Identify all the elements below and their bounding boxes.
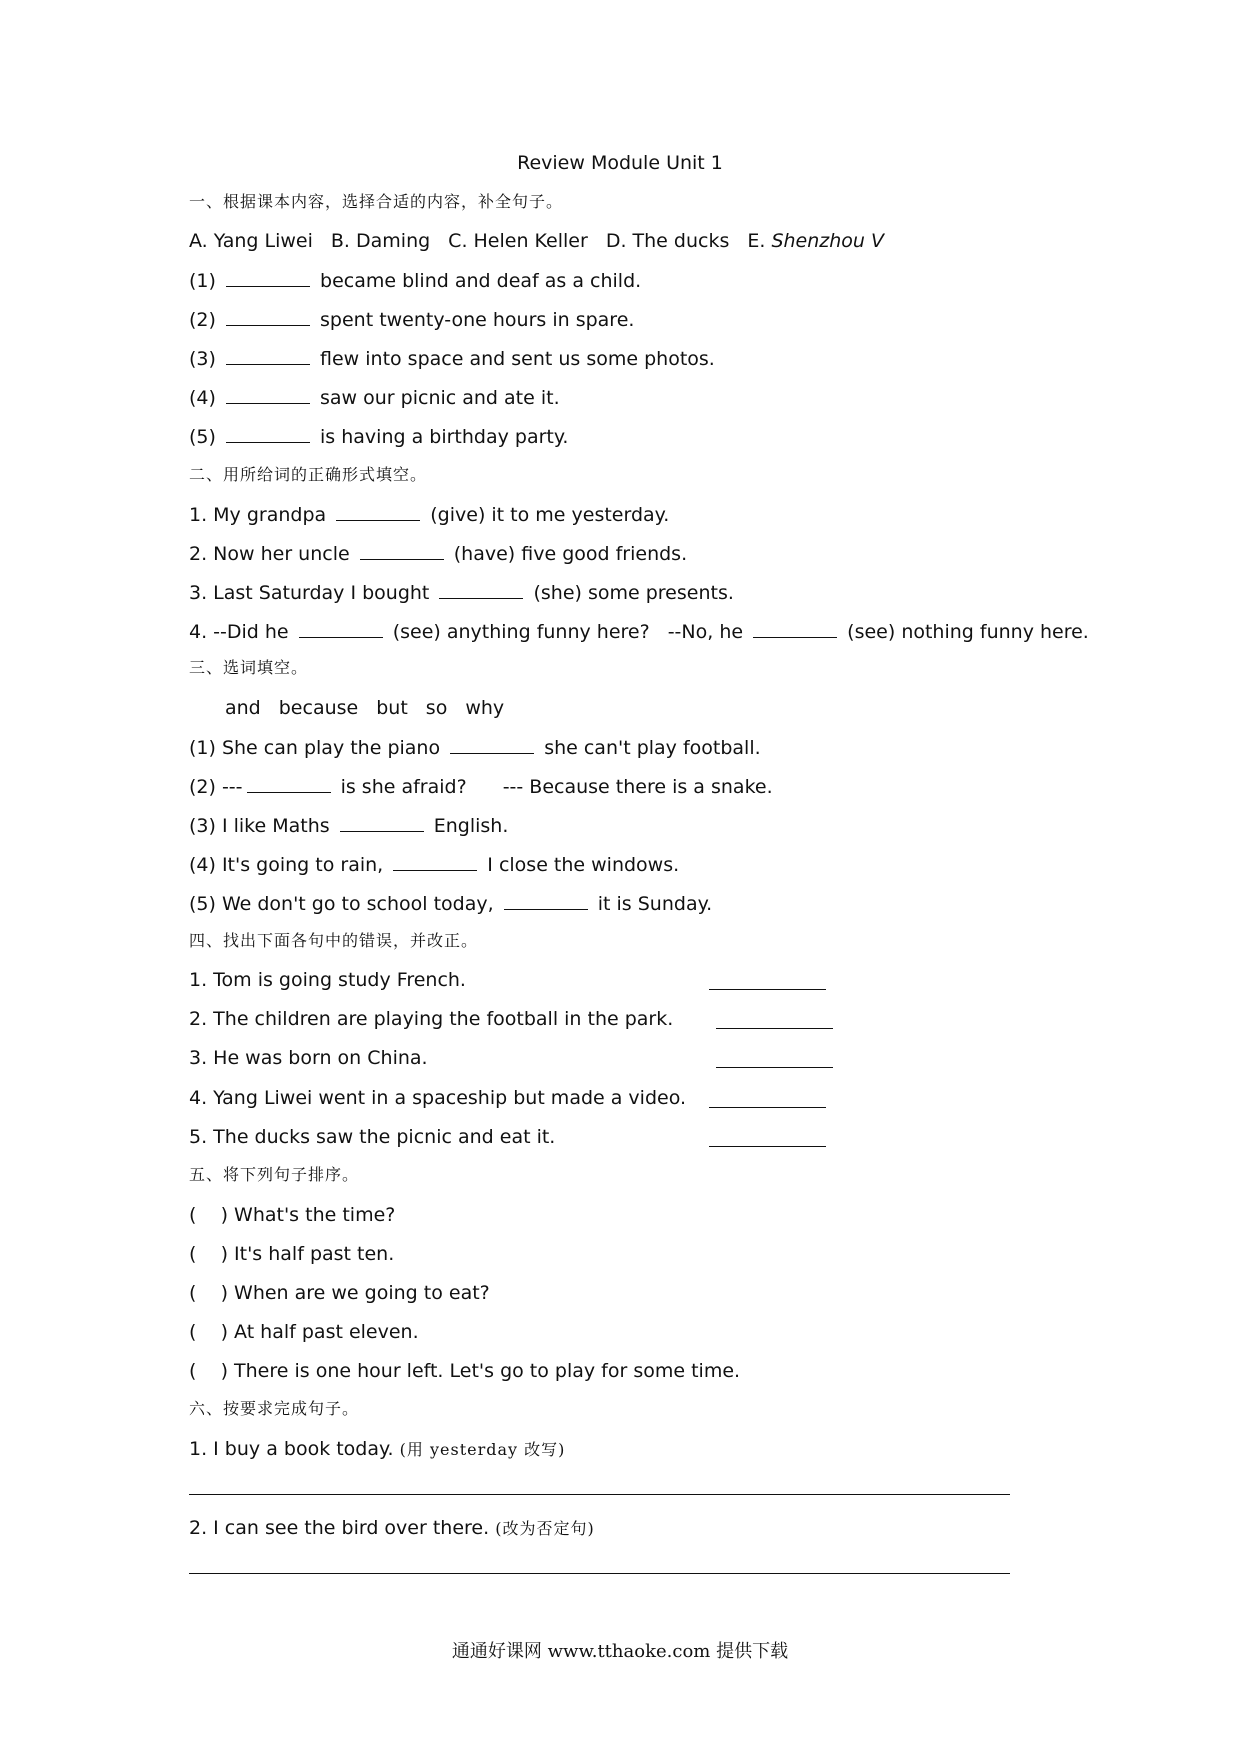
item-text: (5) We don't go to school today,	[189, 893, 494, 915]
section-4-heading: 四、找出下面各句中的错误，并改正。	[189, 931, 479, 950]
s4-item-5: 5. The ducks saw the picnic and eat it.	[189, 1126, 556, 1148]
answer-blank[interactable]	[450, 735, 534, 754]
instruction-note: (用 yesterday 改写)	[399, 1440, 566, 1459]
option-c: C. Helen Keller	[448, 230, 588, 252]
item-text: became blind and deaf as a child.	[320, 270, 642, 292]
s6-item-1	[189, 1437, 565, 1462]
s2-item-2	[189, 541, 687, 566]
item-text: (give) it to me yesterday.	[430, 504, 670, 526]
item-text: (see) nothing funny here.	[847, 621, 1089, 643]
item-text: English.	[433, 815, 509, 837]
item-text: she can't play football.	[544, 737, 761, 759]
item-text: At half past eleven.	[234, 1321, 419, 1343]
s3-item-1	[189, 735, 761, 760]
option-e-name: Shenzhou V	[771, 230, 885, 252]
s2-item-4	[189, 619, 1089, 644]
item-number: (3)	[189, 348, 216, 370]
item-text: 2. Now her uncle	[189, 543, 350, 565]
word-bank-item: because	[278, 697, 359, 719]
item-text: (3) I like Maths	[189, 815, 330, 837]
answer-blank[interactable]	[360, 541, 444, 560]
item-text: (4) It's going to rain,	[189, 854, 384, 876]
section-5-heading: 五、将下列句子排序。	[189, 1165, 360, 1184]
s3-item-3	[189, 813, 508, 838]
instruction-note: (改为否定句)	[495, 1519, 595, 1538]
item-text: it is Sunday.	[597, 893, 713, 915]
item-number: (2)	[189, 309, 216, 331]
answer-blank[interactable]	[393, 852, 477, 871]
item-text: 4. --Did he	[189, 621, 289, 643]
section-6-heading: 六、按要求完成句子。	[189, 1399, 360, 1418]
item-text: 3. Last Saturday I bought	[189, 582, 430, 604]
s5-item-2	[189, 1242, 394, 1266]
correction-blank[interactable]	[716, 1067, 833, 1068]
option-b: B. Daming	[330, 230, 431, 252]
s5-item-4	[189, 1320, 419, 1344]
option-a: A. Yang Liwei	[189, 230, 313, 252]
order-box[interactable]: ( )	[189, 1282, 228, 1304]
option-d: D. The ducks	[605, 230, 730, 252]
s4-item-2: 2. The children are playing the football in the park.	[189, 1008, 674, 1030]
item-text: What's the time?	[234, 1204, 396, 1226]
correction-blank[interactable]	[709, 1146, 826, 1147]
s5-item-3	[189, 1281, 490, 1305]
order-box[interactable]: ( )	[189, 1321, 228, 1343]
item-text: flew into space and sent us some photos.	[320, 348, 715, 370]
item-text: saw our picnic and ate it.	[320, 387, 560, 409]
item-text: spent twenty-one hours in spare.	[320, 309, 635, 331]
answer-blank[interactable]	[753, 619, 837, 638]
correction-blank[interactable]	[709, 1107, 826, 1108]
s1-item-3	[189, 346, 715, 371]
item-text: (see) anything funny here?	[392, 621, 650, 643]
s6-item-2	[189, 1516, 595, 1541]
item-number: (1)	[189, 270, 216, 292]
option-e: E.	[747, 230, 772, 252]
s4-item-4: 4. Yang Liwei went in a spaceship but made a video.	[189, 1087, 687, 1109]
order-box[interactable]: ( )	[189, 1360, 228, 1382]
item-text: --No, he	[667, 621, 744, 643]
answer-blank[interactable]	[247, 774, 331, 793]
page-title: Review Module Unit 1	[517, 152, 723, 174]
item-text: 1. I buy a book today.	[189, 1438, 394, 1460]
s1-item-1	[189, 268, 641, 293]
answer-line[interactable]	[189, 1573, 1010, 1574]
answer-blank[interactable]	[439, 580, 523, 599]
item-text: (she) some presents.	[533, 582, 734, 604]
answer-blank[interactable]	[226, 307, 310, 326]
page-footer: 通通好课网 www.tthaoke.com 提供下载	[451, 1641, 789, 1662]
section-1-heading: 一、根据课本内容，选择合适的内容，补全句子。	[189, 192, 564, 211]
item-text: (1) She can play the piano	[189, 737, 441, 759]
word-bank-item: but	[376, 697, 408, 719]
section-2-heading: 二、用所给词的正确形式填空。	[189, 465, 428, 484]
s2-item-3	[189, 580, 734, 605]
answer-blank[interactable]	[226, 346, 310, 365]
answer-blank[interactable]	[504, 891, 588, 910]
s3-item-2	[189, 774, 773, 799]
s5-item-5	[189, 1359, 740, 1383]
answer-blank[interactable]	[340, 813, 424, 832]
item-text: 1. My grandpa	[189, 504, 327, 526]
s2-item-1	[189, 502, 669, 527]
item-text: It's half past ten.	[234, 1243, 395, 1265]
word-bank-item: why	[465, 697, 505, 719]
s1-item-5	[189, 424, 568, 449]
s3-item-4	[189, 852, 679, 877]
order-box[interactable]: ( )	[189, 1204, 228, 1226]
item-text: (have) five good friends.	[453, 543, 688, 565]
s4-item-3: 3. He was born on China.	[189, 1047, 428, 1069]
item-number: (4)	[189, 387, 216, 409]
section-3-heading: 三、选词填空。	[189, 658, 309, 677]
correction-blank[interactable]	[716, 1028, 833, 1029]
answer-blank[interactable]	[299, 619, 383, 638]
item-text: 2. I can see the bird over there.	[189, 1517, 490, 1539]
item-text: --- Because there is a snake.	[502, 776, 773, 798]
item-text: is she afraid?	[340, 776, 467, 798]
order-box[interactable]: ( )	[189, 1243, 228, 1265]
s4-item-1: 1. Tom is going study French.	[189, 969, 466, 991]
item-text: is having a birthday party.	[320, 426, 569, 448]
answer-line[interactable]	[189, 1494, 1010, 1495]
answer-blank[interactable]	[226, 268, 310, 287]
s1-item-4	[189, 385, 560, 410]
s5-item-1	[189, 1203, 395, 1227]
item-text: I close the windows.	[487, 854, 680, 876]
s3-item-5	[189, 891, 712, 916]
item-number: (5)	[189, 426, 216, 448]
item-text: There is one hour left. Let's go to play for some time.	[234, 1360, 741, 1382]
answer-blank[interactable]	[226, 385, 310, 404]
s1-item-2	[189, 307, 634, 332]
word-bank-item: so	[425, 697, 448, 719]
correction-blank[interactable]	[709, 989, 826, 990]
section-1-options	[189, 229, 884, 253]
word-bank	[225, 696, 504, 720]
item-text: When are we going to eat?	[234, 1282, 490, 1304]
answer-blank[interactable]	[226, 424, 310, 443]
answer-blank[interactable]	[336, 502, 420, 521]
item-text: (2) ---	[189, 776, 243, 798]
word-bank-item: and	[225, 697, 261, 719]
